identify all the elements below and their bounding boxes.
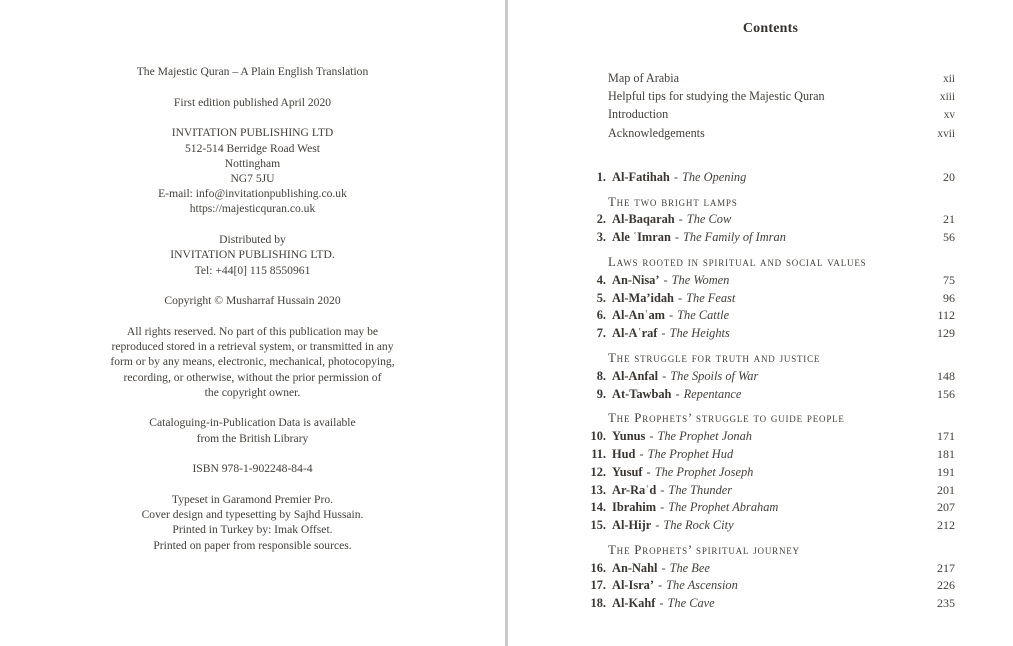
text-line: All rights reserved. No part of this publication may be bbox=[126, 324, 379, 338]
toc-entry bbox=[586, 517, 955, 535]
text-line: Tel: +44[0] 115 8550961 bbox=[194, 263, 311, 277]
text-block bbox=[0, 293, 505, 308]
separator: - bbox=[657, 578, 663, 593]
surah-name: Yusuf bbox=[612, 464, 643, 479]
surah-name: Al-Hijr bbox=[612, 518, 652, 533]
toc-entry-number: 8. bbox=[596, 368, 606, 383]
text-line: Distributed by bbox=[219, 233, 286, 247]
text-line: Printed on paper from responsible sources. bbox=[153, 538, 352, 552]
surah-name: Al-Fatihah bbox=[612, 169, 670, 184]
front-matter-row bbox=[586, 124, 955, 142]
toc-entry-number: 17. bbox=[590, 578, 606, 593]
separator: - bbox=[662, 368, 667, 383]
toc-section-heading: The struggle for truth and justice bbox=[608, 350, 821, 365]
toc-entry bbox=[586, 482, 955, 500]
toc-list bbox=[586, 169, 955, 613]
text-block bbox=[0, 64, 505, 79]
surah-name: Al-Ma’idah bbox=[612, 290, 674, 305]
page-number: 191 bbox=[937, 464, 955, 479]
toc-entry bbox=[586, 595, 955, 613]
surah-english-title: The Cattle bbox=[677, 308, 730, 323]
surah-english-title: The Heights bbox=[669, 326, 730, 341]
surah-name: Ale ʿImran bbox=[612, 230, 671, 245]
surah-name: Ibrahim bbox=[612, 500, 657, 515]
page-number: 129 bbox=[937, 326, 955, 341]
page-number: 235 bbox=[937, 596, 955, 611]
text-line: First edition published April 2020 bbox=[173, 95, 332, 109]
toc-entry-number: 4. bbox=[596, 272, 606, 287]
surah-english-title: The Prophet Joseph bbox=[654, 464, 754, 479]
separator: - bbox=[661, 326, 666, 341]
page-number: 207 bbox=[937, 500, 955, 515]
toc-entry bbox=[586, 290, 955, 308]
toc-entry bbox=[586, 577, 955, 595]
separator: - bbox=[660, 500, 665, 515]
surah-english-title: The Rock City bbox=[663, 518, 734, 533]
front-matter-label: Introduction bbox=[608, 107, 669, 122]
toc-entry-number: 14. bbox=[590, 500, 606, 515]
page-number: 201 bbox=[937, 482, 955, 497]
surah-name: Ar-Raʿd bbox=[612, 482, 657, 497]
surah-english-title: The Women bbox=[671, 272, 730, 287]
toc-entry bbox=[586, 272, 955, 290]
surah-name: Al-Kahf bbox=[612, 596, 656, 611]
text-block bbox=[0, 415, 505, 445]
text-block bbox=[0, 324, 505, 400]
toc-entry-number: 2. bbox=[596, 212, 606, 227]
page-number: 21 bbox=[943, 212, 955, 227]
text-line: INVITATION PUBLISHING LTD bbox=[171, 126, 334, 140]
separator: - bbox=[669, 308, 674, 323]
surah-english-title: The Feast bbox=[686, 290, 736, 305]
text-line: https://majesticquran.co.uk bbox=[189, 202, 316, 216]
text-line: the copyright owner. bbox=[204, 385, 301, 399]
surah-english-title: The Cow bbox=[686, 212, 732, 227]
surah-name: Hud bbox=[612, 446, 636, 461]
page-number: 226 bbox=[937, 578, 955, 593]
surah-english-title: The Prophet Abraham bbox=[668, 500, 779, 515]
toc-entry-number: 16. bbox=[590, 560, 606, 575]
page-number: 212 bbox=[937, 518, 955, 533]
toc-section-heading: The two bright lamps bbox=[608, 194, 738, 209]
text-line: INVITATION PUBLISHING LTD. bbox=[170, 248, 335, 262]
surah-name: Yunus bbox=[612, 429, 646, 444]
text-line: The Majestic Quran – A Plain English Translation bbox=[136, 65, 369, 78]
front-matter-label: Map of Arabia bbox=[608, 71, 680, 85]
text-block bbox=[0, 95, 505, 110]
toc-entry-number: 7. bbox=[596, 326, 606, 341]
surah-english-title: The Thunder bbox=[668, 482, 733, 497]
surah-name: Al-Anʿam bbox=[612, 308, 665, 323]
text-line: recording, or otherwise, without the prior permission of bbox=[123, 370, 382, 384]
surah-name: Al-Baqarah bbox=[612, 212, 675, 227]
toc-entry bbox=[586, 307, 955, 325]
toc-entry-number: 13. bbox=[590, 482, 606, 497]
front-matter-label: Acknowledgements bbox=[608, 125, 705, 140]
front-matter-row bbox=[586, 69, 955, 87]
toc-entry-number: 18. bbox=[590, 596, 606, 611]
toc-entry-number: 10. bbox=[590, 429, 606, 444]
text-block bbox=[0, 492, 505, 553]
page-number: 181 bbox=[937, 446, 955, 461]
toc-entry-number: 11. bbox=[591, 446, 606, 461]
toc-entry bbox=[586, 386, 955, 404]
separator: - bbox=[678, 212, 683, 227]
toc-entry-number: 15. bbox=[590, 518, 606, 533]
separator: - bbox=[674, 230, 679, 245]
separator: - bbox=[661, 560, 666, 575]
surah-english-title: The Bee bbox=[669, 560, 710, 575]
page-number: 171 bbox=[937, 429, 955, 444]
page-number: 20 bbox=[943, 169, 955, 184]
surah-name: At-Tawbah bbox=[612, 386, 672, 401]
surah-english-title: The Family of Imran bbox=[682, 230, 786, 245]
surah-english-title: The Spoils of War bbox=[670, 368, 759, 383]
toc-entry bbox=[586, 325, 955, 343]
text-line: Copyright © Musharraf Hussain 2020 bbox=[164, 294, 341, 308]
surah-english-title: The Cave bbox=[667, 596, 715, 611]
front-matter-list bbox=[586, 69, 955, 142]
left-page-text bbox=[0, 64, 505, 568]
toc-entry bbox=[586, 446, 955, 464]
page-number: 112 bbox=[937, 308, 955, 323]
toc-entry-number: 3. bbox=[596, 230, 606, 245]
page-number: xiii bbox=[939, 91, 955, 104]
text-line: Printed in Turkey by: Imak Offset. bbox=[172, 523, 333, 537]
toc-entry-number: 12. bbox=[590, 464, 606, 479]
separator: - bbox=[677, 290, 683, 305]
surah-english-title: The Ascension bbox=[666, 578, 738, 593]
front-matter-row bbox=[586, 87, 955, 105]
separator: - bbox=[675, 386, 680, 401]
surah-english-title: The Prophet Jonah bbox=[657, 429, 752, 444]
text-line: Nottingham bbox=[224, 156, 281, 170]
toc-entry-number: 9. bbox=[596, 386, 606, 401]
separator: - bbox=[663, 272, 668, 287]
separator: - bbox=[660, 482, 665, 497]
separator: - bbox=[655, 518, 660, 533]
surah-english-title: Repentance bbox=[683, 386, 742, 401]
text-block bbox=[0, 461, 505, 476]
toc-section-heading: The Prophets’ spiritual journey bbox=[608, 542, 800, 557]
contents-heading: Contents bbox=[742, 21, 799, 36]
toc-entry bbox=[586, 560, 955, 578]
surah-name: Al-Anfal bbox=[612, 368, 659, 383]
toc-entry bbox=[586, 229, 955, 247]
toc-entry-number: 5. bbox=[596, 290, 606, 305]
text-line: Typeset in Garamond Premier Pro. bbox=[171, 493, 334, 507]
page-number: 96 bbox=[943, 290, 955, 305]
separator: - bbox=[646, 464, 651, 479]
text-block bbox=[0, 125, 505, 216]
text-line: NG7 5JU bbox=[230, 172, 275, 186]
text-line: form or by any means, electronic, mechanical, photocopying, bbox=[110, 355, 395, 369]
toc-entry bbox=[586, 464, 955, 482]
separator: - bbox=[639, 446, 644, 461]
toc-entry bbox=[586, 368, 955, 386]
separator: - bbox=[659, 596, 664, 611]
toc-section-heading: The Prophets’ struggle to guide people bbox=[608, 411, 845, 426]
surah-name: Al-Isra’ bbox=[612, 578, 654, 593]
page-number: xv bbox=[943, 109, 955, 122]
toc-entry-number: 6. bbox=[596, 308, 606, 323]
text-line: from the British Library bbox=[196, 431, 309, 445]
surah-name: An-Nahl bbox=[612, 560, 658, 575]
text-line: Cataloguing-in-Publication Data is available bbox=[149, 416, 356, 430]
page-number: 217 bbox=[937, 560, 955, 575]
surah-english-title: The Prophet Hud bbox=[647, 446, 734, 461]
page-number: xii bbox=[943, 73, 955, 85]
front-matter-row bbox=[586, 105, 955, 123]
text-line: 512-514 Berridge Road West bbox=[184, 141, 321, 155]
separator: - bbox=[673, 169, 678, 184]
contents-body bbox=[586, 69, 955, 613]
surah-english-title: The Opening bbox=[681, 169, 747, 184]
text-block bbox=[0, 232, 505, 278]
page-number: 148 bbox=[937, 368, 955, 383]
text-line: reproduced stored in a retrieval system, or transmitted in any bbox=[111, 340, 394, 354]
toc-entry-number: 1. bbox=[596, 169, 606, 184]
page-number: 156 bbox=[937, 386, 955, 401]
text-line: Cover design and typesetting by Sajhd Hussain. bbox=[141, 508, 364, 522]
page-number: 56 bbox=[943, 230, 955, 245]
text-line: ISBN 978-1-902248-84-4 bbox=[192, 462, 313, 476]
surah-name: An-Nisa’ bbox=[612, 272, 660, 287]
surah-name: Al-Aʿraf bbox=[612, 326, 658, 341]
toc-entry bbox=[586, 169, 955, 187]
separator: - bbox=[649, 429, 654, 444]
toc-entry bbox=[586, 499, 955, 517]
toc-entry bbox=[586, 428, 955, 446]
front-matter-label: Helpful tips for studying the Majestic Quran bbox=[608, 89, 825, 104]
left-page bbox=[0, 0, 505, 646]
toc-entry bbox=[586, 211, 955, 229]
right-page bbox=[508, 0, 1013, 646]
toc-section-heading: Laws rooted in spiritual and social values bbox=[608, 254, 867, 269]
page-number: 75 bbox=[943, 272, 955, 287]
page-number: xvii bbox=[937, 127, 955, 140]
text-line: E-mail: info@invitationpublishing.co.uk bbox=[158, 187, 347, 201]
